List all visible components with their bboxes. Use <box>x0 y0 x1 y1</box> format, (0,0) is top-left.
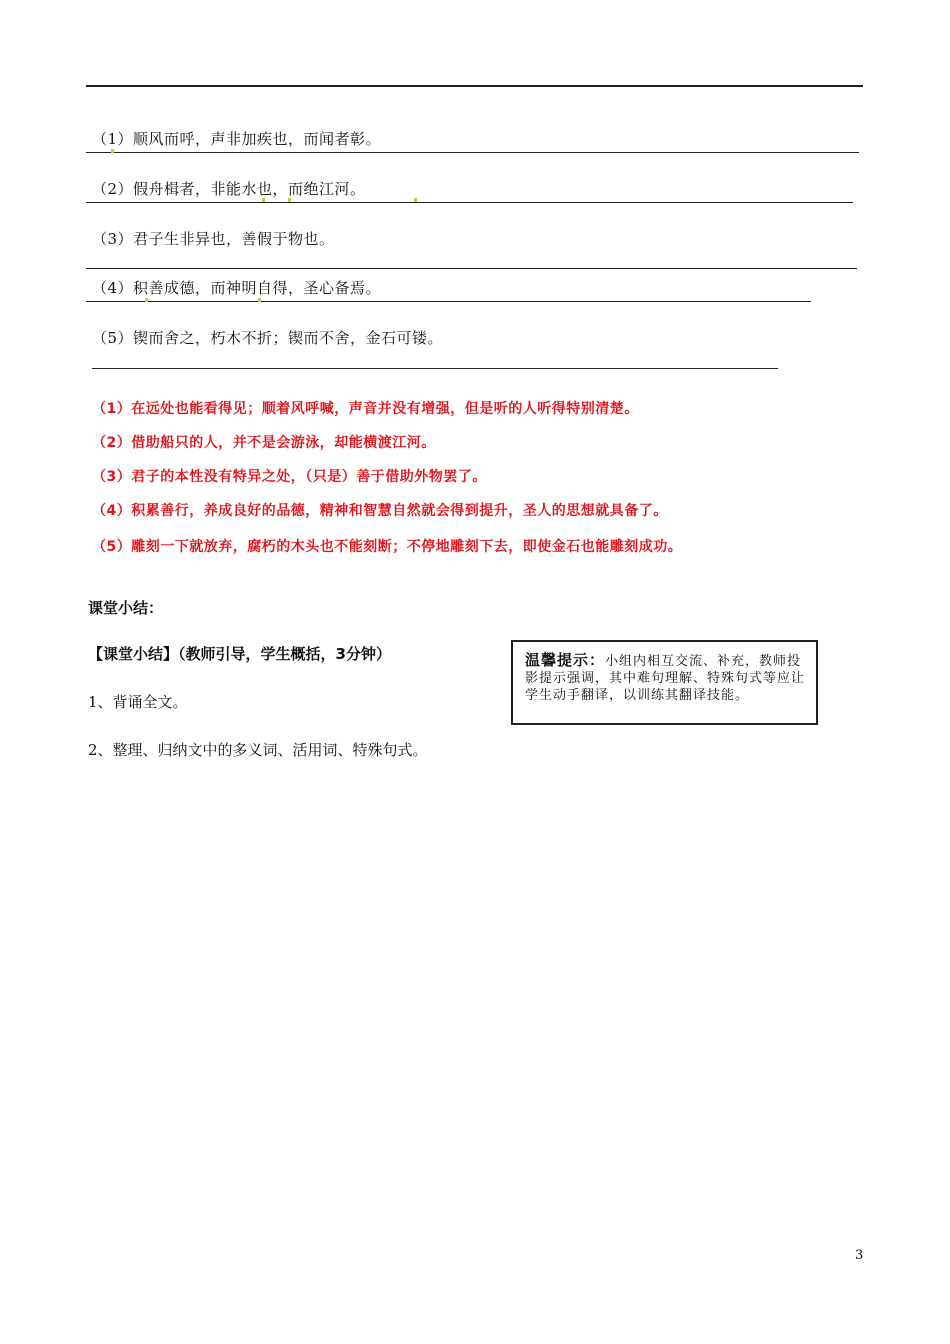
answer-line-5 <box>92 368 778 369</box>
answer-4: （4）积累善行，养成良好的品德，精神和智慧自然就会得到提升，圣人的思想就具备了。 <box>92 503 668 519</box>
answer-line-1 <box>86 152 859 153</box>
section-heading: 课堂小结： <box>88 599 164 617</box>
tip-text: 小组内相互交流、补充，教师投影提示强调，其中难句理解、特殊句式等应让学生动手翻译，以训练其翻译技能。 <box>525 654 806 703</box>
annotation-mark <box>258 298 261 302</box>
top-rule <box>86 85 863 87</box>
question-4: （4）积善成德，而神明自得，圣心备焉。 <box>92 279 382 297</box>
answer-3: （3）君子的本性没有特异之处，（只是）善于借助外物罢了。 <box>92 469 487 485</box>
question-1: （1）顺风而呼，声非加疾也，而闻者彰。 <box>92 130 382 148</box>
answer-1: （1）在远处也能看得见；顺着风呼喊，声音并没有增强，但是听的人听得特别清楚。 <box>92 401 639 417</box>
annotation-mark <box>262 198 265 202</box>
answer-line-3 <box>86 268 857 269</box>
summary-title: 【课堂小结】（教师引导，学生概括，3分钟） <box>88 645 391 663</box>
annotation-mark <box>111 149 114 153</box>
tip-box <box>511 640 818 725</box>
summary-item-1: 1、背诵全文。 <box>88 693 188 711</box>
page-number: 3 <box>855 1248 864 1263</box>
annotation-mark <box>145 298 148 302</box>
tip-label: 温馨提示： <box>525 651 606 669</box>
answer-line-4 <box>86 301 811 302</box>
question-5: （5）锲而舍之，朽木不折；锲而不舍，金石可镂。 <box>92 329 444 347</box>
answer-5: （5）雕刻一下就放弃，腐朽的木头也不能刻断；不停地雕刻下去，即使金石也能雕刻成功。 <box>92 539 683 555</box>
annotation-mark <box>414 198 417 202</box>
question-2: （2）假舟楫者，非能水也，而绝江河。 <box>92 180 366 198</box>
answer-2: （2）借助船只的人，并不是会游泳，却能横渡江河。 <box>92 435 436 451</box>
question-3: （3）君子生非异也，善假于物也。 <box>92 230 335 248</box>
summary-item-2: 2、整理、归纳文中的多义词、活用词、特殊句式。 <box>88 741 428 759</box>
annotation-mark <box>288 198 291 202</box>
answer-line-2 <box>86 202 853 203</box>
